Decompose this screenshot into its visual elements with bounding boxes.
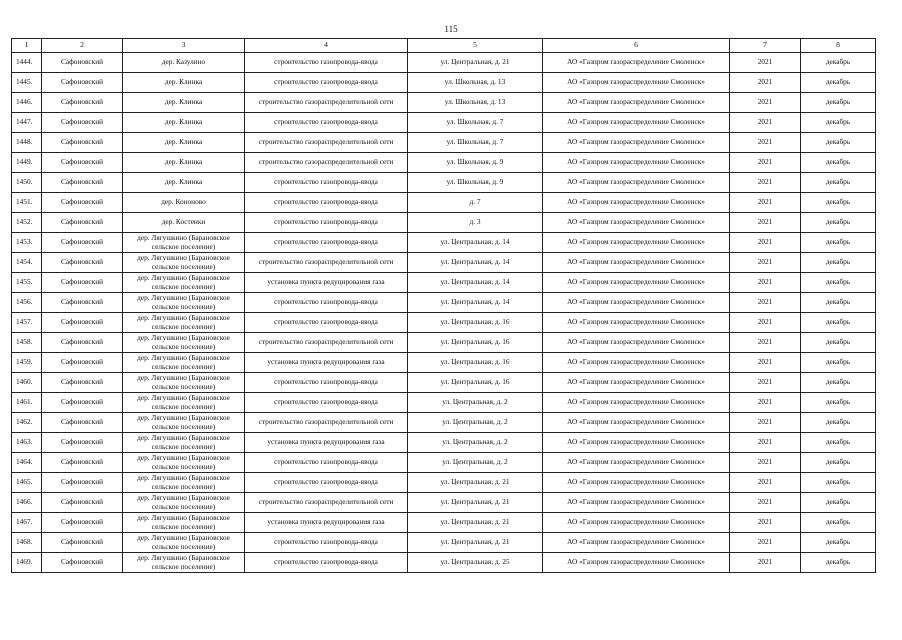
row-number-cell: 1463. bbox=[12, 433, 42, 453]
district-cell: Сафоновский bbox=[42, 353, 123, 373]
year-cell: 2021 bbox=[730, 313, 801, 333]
district-cell: Сафоновский bbox=[42, 313, 123, 333]
work-type-cell: установка пункта редуцирования газа bbox=[245, 273, 408, 293]
settlement-cell: дер. Лягушкино (Барановское сельское поселение) bbox=[123, 493, 245, 513]
table-row bbox=[12, 413, 876, 433]
settlement-cell: дер. Лягушкино (Барановское сельское поселение) bbox=[123, 293, 245, 313]
work-type-cell: строительство газопровода-ввода bbox=[245, 393, 408, 413]
organization-cell: АО «Газпром газораспределение Смоленск» bbox=[543, 553, 730, 573]
year-cell: 2021 bbox=[730, 333, 801, 353]
page-number: 115 bbox=[444, 24, 458, 34]
organization-cell: АО «Газпром газораспределение Смоленск» bbox=[543, 93, 730, 113]
row-number-cell: 1462. bbox=[12, 413, 42, 433]
gas-works-table bbox=[11, 38, 876, 573]
year-cell: 2021 bbox=[730, 433, 801, 453]
district-cell: Сафоновский bbox=[42, 153, 123, 173]
organization-cell: АО «Газпром газораспределение Смоленск» bbox=[543, 173, 730, 193]
settlement-cell: дер. Лягушкино (Барановское сельское поселение) bbox=[123, 233, 245, 253]
organization-cell: АО «Газпром газораспределение Смоленск» bbox=[543, 113, 730, 133]
table-row bbox=[12, 93, 876, 113]
address-cell: д. 7 bbox=[408, 193, 543, 213]
month-cell: декабрь bbox=[801, 513, 876, 533]
address-cell: ул. Школьная, д. 13 bbox=[408, 73, 543, 93]
work-type-cell: строительство газопровода-ввода bbox=[245, 533, 408, 553]
district-cell: Сафоновский bbox=[42, 493, 123, 513]
row-number-cell: 1466. bbox=[12, 493, 42, 513]
year-cell: 2021 bbox=[730, 273, 801, 293]
month-cell: декабрь bbox=[801, 193, 876, 213]
address-cell: ул. Центральная, д. 21 bbox=[408, 493, 543, 513]
month-cell: декабрь bbox=[801, 453, 876, 473]
work-type-cell: строительство газораспределительной сети bbox=[245, 413, 408, 433]
address-cell: ул. Центральная, д. 21 bbox=[408, 513, 543, 533]
year-cell: 2021 bbox=[730, 93, 801, 113]
address-cell: ул. Центральная, д. 21 bbox=[408, 53, 543, 73]
year-cell: 2021 bbox=[730, 393, 801, 413]
row-number-cell: 1454. bbox=[12, 253, 42, 273]
address-cell: ул. Центральная, д. 2 bbox=[408, 433, 543, 453]
settlement-cell: дер. Лягушкино (Барановское сельское поселение) bbox=[123, 373, 245, 393]
work-type-cell: строительство газопровода-ввода bbox=[245, 113, 408, 133]
settlement-cell: дер. Клинка bbox=[123, 113, 245, 133]
table-row bbox=[12, 53, 876, 73]
work-type-cell: строительство газораспределительной сети bbox=[245, 153, 408, 173]
year-cell: 2021 bbox=[730, 293, 801, 313]
district-cell: Сафоновский bbox=[42, 173, 123, 193]
column-header: 1 bbox=[12, 39, 42, 53]
work-type-cell: строительство газопровода-ввода bbox=[245, 233, 408, 253]
settlement-cell: дер. Лягушкино (Барановское сельское поселение) bbox=[123, 333, 245, 353]
month-cell: декабрь bbox=[801, 413, 876, 433]
work-type-cell: строительство газопровода-ввода bbox=[245, 373, 408, 393]
table-row bbox=[12, 273, 876, 293]
table-row bbox=[12, 193, 876, 213]
year-cell: 2021 bbox=[730, 133, 801, 153]
table-row bbox=[12, 393, 876, 413]
work-type-cell: установка пункта редуцирования газа bbox=[245, 353, 408, 373]
year-cell: 2021 bbox=[730, 153, 801, 173]
address-cell: ул. Центральная, д. 14 bbox=[408, 253, 543, 273]
table-row bbox=[12, 453, 876, 473]
organization-cell: АО «Газпром газораспределение Смоленск» bbox=[543, 513, 730, 533]
month-cell: декабрь bbox=[801, 53, 876, 73]
settlement-cell: дер. Лягушкино (Барановское сельское поселение) bbox=[123, 473, 245, 493]
settlement-cell: дер. Клинка bbox=[123, 93, 245, 113]
district-cell: Сафоновский bbox=[42, 273, 123, 293]
month-cell: декабрь bbox=[801, 473, 876, 493]
year-cell: 2021 bbox=[730, 533, 801, 553]
settlement-cell: дер. Лягушкино (Барановское сельское поселение) bbox=[123, 273, 245, 293]
table-row bbox=[12, 333, 876, 353]
column-header: 4 bbox=[245, 39, 408, 53]
organization-cell: АО «Газпром газораспределение Смоленск» bbox=[543, 313, 730, 333]
settlement-cell: дер. Кононово bbox=[123, 193, 245, 213]
column-header: 5 bbox=[408, 39, 543, 53]
year-cell: 2021 bbox=[730, 473, 801, 493]
month-cell: декабрь bbox=[801, 313, 876, 333]
settlement-cell: дер. Лягушкино (Барановское сельское поселение) bbox=[123, 393, 245, 413]
work-type-cell: строительство газопровода-ввода bbox=[245, 53, 408, 73]
address-cell: ул. Центральная, д. 21 bbox=[408, 473, 543, 493]
organization-cell: АО «Газпром газораспределение Смоленск» bbox=[543, 193, 730, 213]
organization-cell: АО «Газпром газораспределение Смоленск» bbox=[543, 213, 730, 233]
table-row bbox=[12, 313, 876, 333]
address-cell: ул. Школьная, д. 9 bbox=[408, 153, 543, 173]
row-number-cell: 1453. bbox=[12, 233, 42, 253]
work-type-cell: строительство газопровода-ввода bbox=[245, 453, 408, 473]
table-row bbox=[12, 233, 876, 253]
district-cell: Сафоновский bbox=[42, 533, 123, 553]
month-cell: декабрь bbox=[801, 353, 876, 373]
table-row bbox=[12, 213, 876, 233]
district-cell: Сафоновский bbox=[42, 293, 123, 313]
month-cell: декабрь bbox=[801, 333, 876, 353]
address-cell: ул. Центральная, д. 2 bbox=[408, 453, 543, 473]
district-cell: Сафоновский bbox=[42, 473, 123, 493]
table-row bbox=[12, 553, 876, 573]
row-number-cell: 1461. bbox=[12, 393, 42, 413]
settlement-cell: дер. Лягушкино (Барановское сельское поселение) bbox=[123, 513, 245, 533]
district-cell: Сафоновский bbox=[42, 333, 123, 353]
table-row bbox=[12, 153, 876, 173]
table-row bbox=[12, 493, 876, 513]
year-cell: 2021 bbox=[730, 493, 801, 513]
address-cell: ул. Центральная, д. 25 bbox=[408, 553, 543, 573]
settlement-cell: дер. Лягушкино (Барановское сельское поселение) bbox=[123, 433, 245, 453]
row-number-cell: 1451. bbox=[12, 193, 42, 213]
month-cell: декабрь bbox=[801, 393, 876, 413]
column-header: 6 bbox=[543, 39, 730, 53]
work-type-cell: строительство газораспределительной сети bbox=[245, 333, 408, 353]
year-cell: 2021 bbox=[730, 413, 801, 433]
row-number-cell: 1458. bbox=[12, 333, 42, 353]
address-cell: ул. Центральная, д. 16 bbox=[408, 373, 543, 393]
month-cell: декабрь bbox=[801, 213, 876, 233]
work-type-cell: строительство газопровода-ввода bbox=[245, 553, 408, 573]
table-row bbox=[12, 253, 876, 273]
column-header: 2 bbox=[42, 39, 123, 53]
year-cell: 2021 bbox=[730, 233, 801, 253]
month-cell: декабрь bbox=[801, 553, 876, 573]
month-cell: декабрь bbox=[801, 373, 876, 393]
district-cell: Сафоновский bbox=[42, 553, 123, 573]
address-cell: ул. Центральная, д. 2 bbox=[408, 393, 543, 413]
settlement-cell: дер. Лягушкино (Барановское сельское поселение) bbox=[123, 533, 245, 553]
settlement-cell: дер. Клинка bbox=[123, 153, 245, 173]
district-cell: Сафоновский bbox=[42, 453, 123, 473]
address-cell: ул. Центральная, д. 16 bbox=[408, 353, 543, 373]
organization-cell: АО «Газпром газораспределение Смоленск» bbox=[543, 453, 730, 473]
organization-cell: АО «Газпром газораспределение Смоленск» bbox=[543, 153, 730, 173]
organization-cell: АО «Газпром газораспределение Смоленск» bbox=[543, 413, 730, 433]
address-cell: ул. Школьная, д. 7 bbox=[408, 113, 543, 133]
organization-cell: АО «Газпром газораспределение Смоленск» bbox=[543, 273, 730, 293]
table-row bbox=[12, 433, 876, 453]
organization-cell: АО «Газпром газораспределение Смоленск» bbox=[543, 73, 730, 93]
work-type-cell: строительство газопровода-ввода bbox=[245, 473, 408, 493]
work-type-cell: строительство газопровода-ввода bbox=[245, 293, 408, 313]
row-number-cell: 1447. bbox=[12, 113, 42, 133]
table-row bbox=[12, 113, 876, 133]
settlement-cell: дер. Лягушкино (Барановское сельское поселение) bbox=[123, 453, 245, 473]
month-cell: декабрь bbox=[801, 433, 876, 453]
table-row bbox=[12, 373, 876, 393]
organization-cell: АО «Газпром газораспределение Смоленск» bbox=[543, 433, 730, 453]
district-cell: Сафоновский bbox=[42, 73, 123, 93]
row-number-cell: 1465. bbox=[12, 473, 42, 493]
row-number-cell: 1455. bbox=[12, 273, 42, 293]
district-cell: Сафоновский bbox=[42, 513, 123, 533]
row-number-cell: 1457. bbox=[12, 313, 42, 333]
address-cell: ул. Школьная, д. 9 bbox=[408, 173, 543, 193]
column-header: 7 bbox=[730, 39, 801, 53]
row-number-cell: 1445. bbox=[12, 73, 42, 93]
row-number-cell: 1464. bbox=[12, 453, 42, 473]
row-number-cell: 1460. bbox=[12, 373, 42, 393]
table-row bbox=[12, 473, 876, 493]
column-header: 8 bbox=[801, 39, 876, 53]
settlement-cell: дер. Лягушкино (Барановское сельское поселение) bbox=[123, 353, 245, 373]
row-number-cell: 1450. bbox=[12, 173, 42, 193]
month-cell: декабрь bbox=[801, 493, 876, 513]
year-cell: 2021 bbox=[730, 213, 801, 233]
work-type-cell: строительство газораспределительной сети bbox=[245, 493, 408, 513]
work-type-cell: установка пункта редуцирования газа bbox=[245, 513, 408, 533]
row-number-cell: 1456. bbox=[12, 293, 42, 313]
district-cell: Сафоновский bbox=[42, 373, 123, 393]
table-row bbox=[12, 533, 876, 553]
year-cell: 2021 bbox=[730, 193, 801, 213]
month-cell: декабрь bbox=[801, 273, 876, 293]
organization-cell: АО «Газпром газораспределение Смоленск» bbox=[543, 473, 730, 493]
month-cell: декабрь bbox=[801, 93, 876, 113]
row-number-cell: 1468. bbox=[12, 533, 42, 553]
work-type-cell: установка пункта редуцирования газа bbox=[245, 433, 408, 453]
district-cell: Сафоновский bbox=[42, 233, 123, 253]
district-cell: Сафоновский bbox=[42, 193, 123, 213]
organization-cell: АО «Газпром газораспределение Смоленск» bbox=[543, 53, 730, 73]
district-cell: Сафоновский bbox=[42, 113, 123, 133]
settlement-cell: дер. Лягушкино (Барановское сельское поселение) bbox=[123, 253, 245, 273]
row-number-cell: 1459. bbox=[12, 353, 42, 373]
year-cell: 2021 bbox=[730, 53, 801, 73]
address-cell: д. 3 bbox=[408, 213, 543, 233]
organization-cell: АО «Газпром газораспределение Смоленск» bbox=[543, 373, 730, 393]
row-number-cell: 1448. bbox=[12, 133, 42, 153]
work-type-cell: строительство газораспределительной сети bbox=[245, 133, 408, 153]
column-header: 3 bbox=[123, 39, 245, 53]
organization-cell: АО «Газпром газораспределение Смоленск» bbox=[543, 333, 730, 353]
settlement-cell: дер. Лягушкино (Барановское сельское поселение) bbox=[123, 413, 245, 433]
month-cell: декабрь bbox=[801, 293, 876, 313]
row-number-cell: 1452. bbox=[12, 213, 42, 233]
month-cell: декабрь bbox=[801, 113, 876, 133]
table-row bbox=[12, 513, 876, 533]
table-body bbox=[12, 53, 876, 573]
settlement-cell: дер. Костенки bbox=[123, 213, 245, 233]
organization-cell: АО «Газпром газораспределение Смоленск» bbox=[543, 353, 730, 373]
table-row bbox=[12, 73, 876, 93]
year-cell: 2021 bbox=[730, 373, 801, 393]
work-type-cell: строительство газораспределительной сети bbox=[245, 93, 408, 113]
organization-cell: АО «Газпром газораспределение Смоленск» bbox=[543, 533, 730, 553]
month-cell: декабрь bbox=[801, 153, 876, 173]
year-cell: 2021 bbox=[730, 353, 801, 373]
settlement-cell: дер. Клинка bbox=[123, 133, 245, 153]
row-number-cell: 1449. bbox=[12, 153, 42, 173]
table-row bbox=[12, 173, 876, 193]
header-row bbox=[12, 39, 876, 53]
settlement-cell: дер. Клинка bbox=[123, 173, 245, 193]
address-cell: ул. Школьная, д. 7 bbox=[408, 133, 543, 153]
month-cell: декабрь bbox=[801, 233, 876, 253]
organization-cell: АО «Газпром газораспределение Смоленск» bbox=[543, 293, 730, 313]
work-type-cell: строительство газопровода-ввода bbox=[245, 213, 408, 233]
district-cell: Сафоновский bbox=[42, 53, 123, 73]
year-cell: 2021 bbox=[730, 553, 801, 573]
month-cell: декабрь bbox=[801, 533, 876, 553]
year-cell: 2021 bbox=[730, 513, 801, 533]
district-cell: Сафоновский bbox=[42, 253, 123, 273]
table-row bbox=[12, 353, 876, 373]
year-cell: 2021 bbox=[730, 253, 801, 273]
organization-cell: АО «Газпром газораспределение Смоленск» bbox=[543, 253, 730, 273]
year-cell: 2021 bbox=[730, 173, 801, 193]
row-number-cell: 1469. bbox=[12, 553, 42, 573]
organization-cell: АО «Газпром газораспределение Смоленск» bbox=[543, 393, 730, 413]
district-cell: Сафоновский bbox=[42, 393, 123, 413]
address-cell: ул. Школьная, д. 13 bbox=[408, 93, 543, 113]
district-cell: Сафоновский bbox=[42, 93, 123, 113]
district-cell: Сафоновский bbox=[42, 433, 123, 453]
month-cell: декабрь bbox=[801, 133, 876, 153]
address-cell: ул. Центральная, д. 16 bbox=[408, 313, 543, 333]
row-number-cell: 1444. bbox=[12, 53, 42, 73]
address-cell: ул. Центральная, д. 2 bbox=[408, 413, 543, 433]
work-type-cell: строительство газораспределительной сети bbox=[245, 253, 408, 273]
address-cell: ул. Центральная, д. 14 bbox=[408, 293, 543, 313]
year-cell: 2021 bbox=[730, 113, 801, 133]
work-type-cell: строительство газопровода-ввода bbox=[245, 193, 408, 213]
month-cell: декабрь bbox=[801, 253, 876, 273]
row-number-cell: 1446. bbox=[12, 93, 42, 113]
work-type-cell: строительство газопровода-ввода bbox=[245, 313, 408, 333]
organization-cell: АО «Газпром газораспределение Смоленск» bbox=[543, 493, 730, 513]
settlement-cell: дер. Лягушкино (Барановское сельское поселение) bbox=[123, 313, 245, 333]
address-cell: ул. Центральная, д. 16 bbox=[408, 333, 543, 353]
address-cell: ул. Центральная, д. 14 bbox=[408, 273, 543, 293]
work-type-cell: строительство газопровода-ввода bbox=[245, 173, 408, 193]
organization-cell: АО «Газпром газораспределение Смоленск» bbox=[543, 133, 730, 153]
year-cell: 2021 bbox=[730, 73, 801, 93]
settlement-cell: дер. Клинка bbox=[123, 73, 245, 93]
table-row bbox=[12, 133, 876, 153]
settlement-cell: дер. Казулино bbox=[123, 53, 245, 73]
organization-cell: АО «Газпром газораспределение Смоленск» bbox=[543, 233, 730, 253]
row-number-cell: 1467. bbox=[12, 513, 42, 533]
address-cell: ул. Центральная, д. 21 bbox=[408, 533, 543, 553]
year-cell: 2021 bbox=[730, 453, 801, 473]
settlement-cell: дер. Лягушкино (Барановское сельское поселение) bbox=[123, 553, 245, 573]
month-cell: декабрь bbox=[801, 173, 876, 193]
work-type-cell: строительство газопровода-ввода bbox=[245, 73, 408, 93]
month-cell: декабрь bbox=[801, 73, 876, 93]
district-cell: Сафоновский bbox=[42, 133, 123, 153]
district-cell: Сафоновский bbox=[42, 213, 123, 233]
district-cell: Сафоновский bbox=[42, 413, 123, 433]
address-cell: ул. Центральная, д. 14 bbox=[408, 233, 543, 253]
table-row bbox=[12, 293, 876, 313]
